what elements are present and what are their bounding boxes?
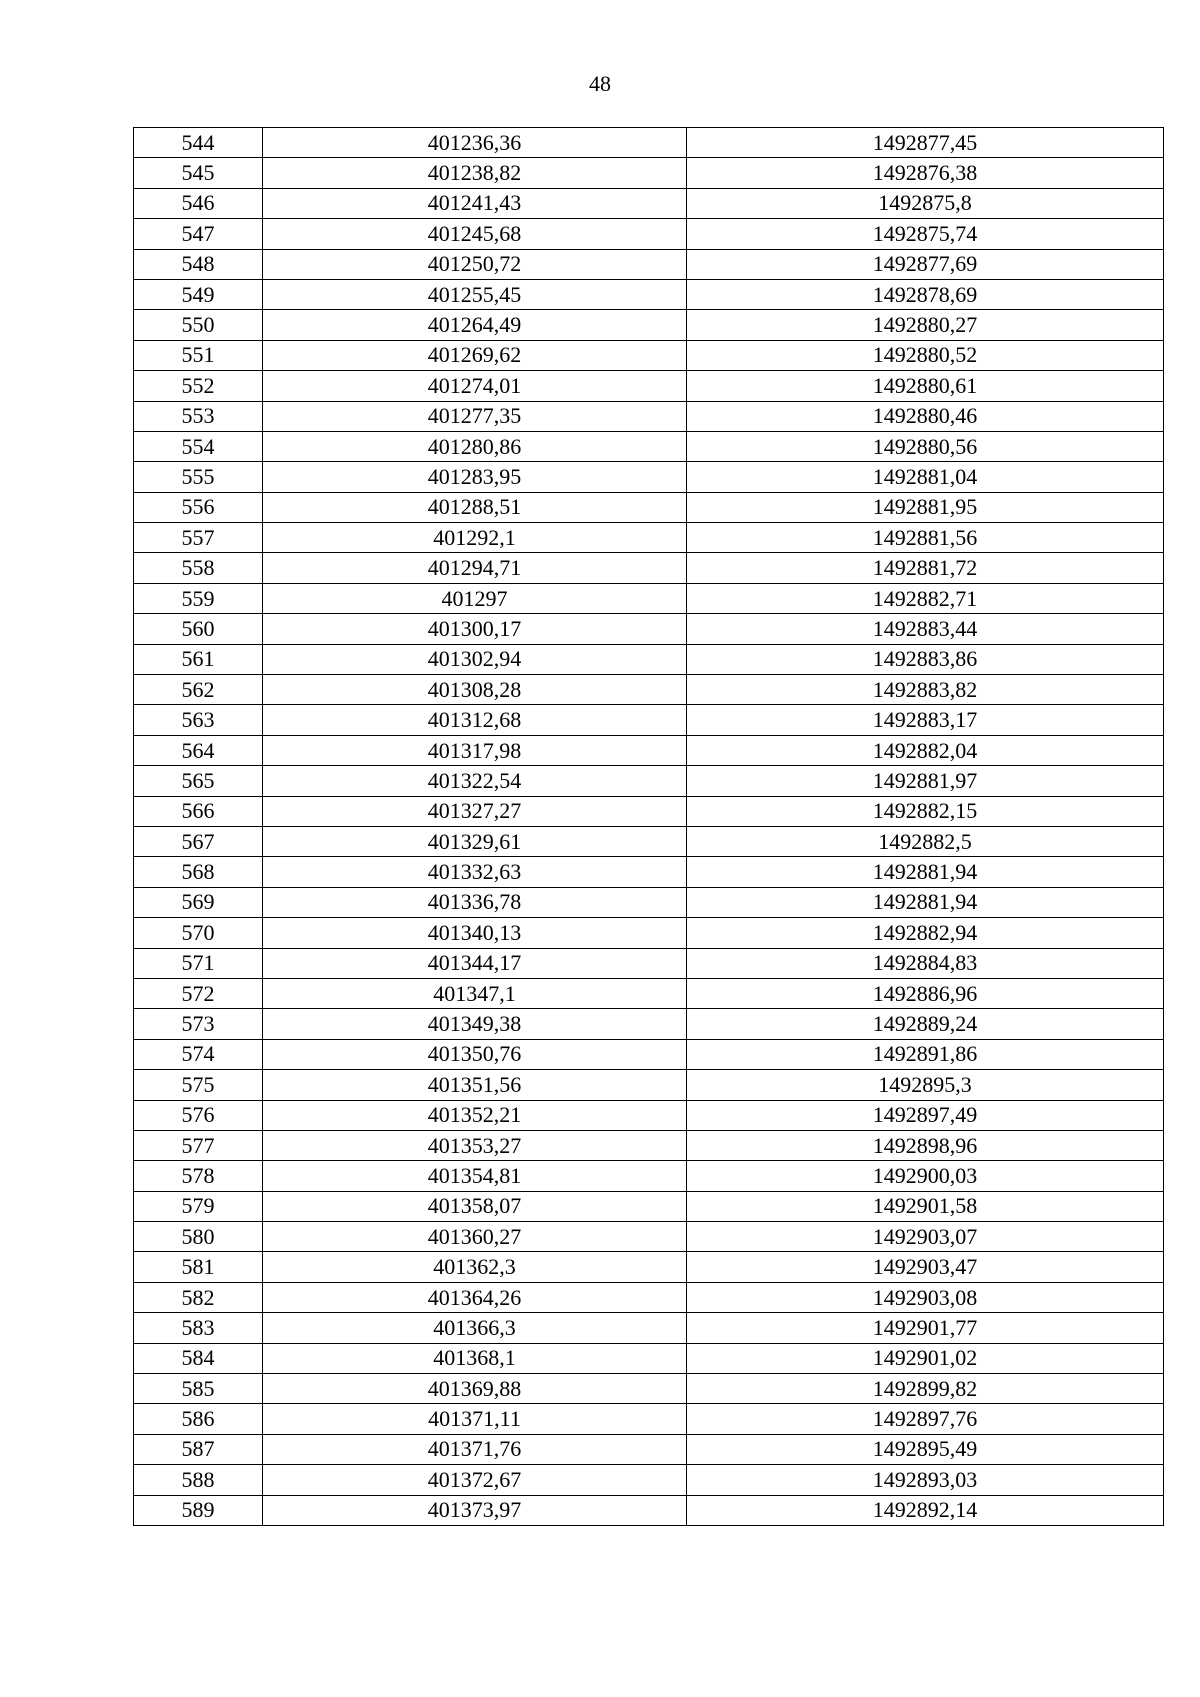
table-row: [134, 249, 1164, 279]
point-number-cell: 562: [134, 675, 263, 705]
point-number-cell: 588: [134, 1465, 263, 1495]
table-row: [134, 1465, 1164, 1495]
y-coordinate-cell: 1492880,56: [687, 431, 1164, 461]
table-row: [134, 188, 1164, 218]
x-coordinate-cell: 401317,98: [263, 735, 687, 765]
x-coordinate-cell: 401371,11: [263, 1404, 687, 1434]
table-row: [134, 462, 1164, 492]
coordinates-table-body: [134, 128, 1164, 1526]
point-number-cell: 578: [134, 1161, 263, 1191]
point-number-cell: 589: [134, 1495, 263, 1525]
table-row: [134, 340, 1164, 370]
y-coordinate-cell: 1492877,45: [687, 128, 1164, 158]
x-coordinate-cell: 401277,35: [263, 401, 687, 431]
point-number-cell: 556: [134, 492, 263, 522]
point-number-cell: 585: [134, 1374, 263, 1404]
y-coordinate-cell: 1492903,07: [687, 1222, 1164, 1252]
x-coordinate-cell: 401360,27: [263, 1222, 687, 1252]
table-row: [134, 431, 1164, 461]
point-number-cell: 558: [134, 553, 263, 583]
x-coordinate-cell: 401366,3: [263, 1313, 687, 1343]
table-row: [134, 1313, 1164, 1343]
table-row: [134, 279, 1164, 309]
y-coordinate-cell: 1492881,97: [687, 766, 1164, 796]
point-number-cell: 555: [134, 462, 263, 492]
y-coordinate-cell: 1492892,14: [687, 1495, 1164, 1525]
x-coordinate-cell: 401344,17: [263, 948, 687, 978]
table-row: [134, 371, 1164, 401]
point-number-cell: 566: [134, 796, 263, 826]
table-row: [134, 219, 1164, 249]
y-coordinate-cell: 1492901,02: [687, 1343, 1164, 1373]
y-coordinate-cell: 1492880,52: [687, 340, 1164, 370]
table-row: [134, 1252, 1164, 1282]
point-number-cell: 580: [134, 1222, 263, 1252]
x-coordinate-cell: 401269,62: [263, 340, 687, 370]
page-number: 48: [589, 71, 611, 96]
point-number-cell: 577: [134, 1130, 263, 1160]
table-row: [134, 887, 1164, 917]
table-row: [134, 128, 1164, 158]
y-coordinate-cell: 1492883,17: [687, 705, 1164, 735]
x-coordinate-cell: 401300,17: [263, 614, 687, 644]
point-number-cell: 583: [134, 1313, 263, 1343]
table-row: [134, 1222, 1164, 1252]
y-coordinate-cell: 1492895,3: [687, 1070, 1164, 1100]
x-coordinate-cell: 401353,27: [263, 1130, 687, 1160]
table-row: [134, 1282, 1164, 1312]
point-number-cell: 573: [134, 1009, 263, 1039]
point-number-cell: 571: [134, 948, 263, 978]
x-coordinate-cell: 401347,1: [263, 978, 687, 1008]
point-number-cell: 546: [134, 188, 263, 218]
point-number-cell: 547: [134, 219, 263, 249]
y-coordinate-cell: 1492881,72: [687, 553, 1164, 583]
x-coordinate-cell: 401368,1: [263, 1343, 687, 1373]
y-coordinate-cell: 1492903,47: [687, 1252, 1164, 1282]
point-number-cell: 584: [134, 1343, 263, 1373]
x-coordinate-cell: 401236,36: [263, 128, 687, 158]
table-row: [134, 553, 1164, 583]
table-row: [134, 796, 1164, 826]
x-coordinate-cell: 401274,01: [263, 371, 687, 401]
x-coordinate-cell: 401336,78: [263, 887, 687, 917]
y-coordinate-cell: 1492882,15: [687, 796, 1164, 826]
y-coordinate-cell: 1492903,08: [687, 1282, 1164, 1312]
point-number-cell: 579: [134, 1191, 263, 1221]
y-coordinate-cell: 1492883,82: [687, 675, 1164, 705]
point-number-cell: 560: [134, 614, 263, 644]
x-coordinate-cell: 401329,61: [263, 826, 687, 856]
table-row: [134, 1161, 1164, 1191]
x-coordinate-cell: 401358,07: [263, 1191, 687, 1221]
point-number-cell: 575: [134, 1070, 263, 1100]
point-number-cell: 559: [134, 583, 263, 613]
x-coordinate-cell: 401302,94: [263, 644, 687, 674]
x-coordinate-cell: 401322,54: [263, 766, 687, 796]
y-coordinate-cell: 1492899,82: [687, 1374, 1164, 1404]
x-coordinate-cell: 401292,1: [263, 523, 687, 553]
table-row: [134, 1191, 1164, 1221]
y-coordinate-cell: 1492883,86: [687, 644, 1164, 674]
x-coordinate-cell: 401250,72: [263, 249, 687, 279]
table-row: [134, 948, 1164, 978]
x-coordinate-cell: 401255,45: [263, 279, 687, 309]
x-coordinate-cell: 401350,76: [263, 1039, 687, 1069]
table-row: [134, 523, 1164, 553]
y-coordinate-cell: 1492882,71: [687, 583, 1164, 613]
x-coordinate-cell: 401312,68: [263, 705, 687, 735]
y-coordinate-cell: 1492880,46: [687, 401, 1164, 431]
point-number-cell: 586: [134, 1404, 263, 1434]
table-row: [134, 1130, 1164, 1160]
point-number-cell: 581: [134, 1252, 263, 1282]
table-row: [134, 310, 1164, 340]
x-coordinate-cell: 401362,3: [263, 1252, 687, 1282]
point-number-cell: 587: [134, 1434, 263, 1464]
y-coordinate-cell: 1492875,74: [687, 219, 1164, 249]
y-coordinate-cell: 1492898,96: [687, 1130, 1164, 1160]
y-coordinate-cell: 1492881,04: [687, 462, 1164, 492]
x-coordinate-cell: 401351,56: [263, 1070, 687, 1100]
point-number-cell: 565: [134, 766, 263, 796]
y-coordinate-cell: 1492901,77: [687, 1313, 1164, 1343]
point-number-cell: 554: [134, 431, 263, 461]
x-coordinate-cell: 401364,26: [263, 1282, 687, 1312]
table-row: [134, 1009, 1164, 1039]
x-coordinate-cell: 401241,43: [263, 188, 687, 218]
x-coordinate-cell: 401371,76: [263, 1434, 687, 1464]
table-row: [134, 583, 1164, 613]
x-coordinate-cell: 401294,71: [263, 553, 687, 583]
x-coordinate-cell: 401238,82: [263, 158, 687, 188]
x-coordinate-cell: 401245,68: [263, 219, 687, 249]
table-row: [134, 1070, 1164, 1100]
point-number-cell: 552: [134, 371, 263, 401]
y-coordinate-cell: 1492883,44: [687, 614, 1164, 644]
y-coordinate-cell: 1492881,95: [687, 492, 1164, 522]
table-row: [134, 766, 1164, 796]
x-coordinate-cell: 401372,67: [263, 1465, 687, 1495]
x-coordinate-cell: 401308,28: [263, 675, 687, 705]
point-number-cell: 563: [134, 705, 263, 735]
point-number-cell: 544: [134, 128, 263, 158]
table-row: [134, 401, 1164, 431]
x-coordinate-cell: 401354,81: [263, 1161, 687, 1191]
point-number-cell: 551: [134, 340, 263, 370]
y-coordinate-cell: 1492900,03: [687, 1161, 1164, 1191]
table-row: [134, 1374, 1164, 1404]
point-number-cell: 572: [134, 978, 263, 1008]
table-row: [134, 614, 1164, 644]
y-coordinate-cell: 1492901,58: [687, 1191, 1164, 1221]
table-row: [134, 1100, 1164, 1130]
y-coordinate-cell: 1492878,69: [687, 279, 1164, 309]
table-row: [134, 978, 1164, 1008]
x-coordinate-cell: 401288,51: [263, 492, 687, 522]
y-coordinate-cell: 1492881,56: [687, 523, 1164, 553]
table-row: [134, 1404, 1164, 1434]
y-coordinate-cell: 1492881,94: [687, 857, 1164, 887]
y-coordinate-cell: 1492876,38: [687, 158, 1164, 188]
point-number-cell: 567: [134, 826, 263, 856]
y-coordinate-cell: 1492880,27: [687, 310, 1164, 340]
y-coordinate-cell: 1492891,86: [687, 1039, 1164, 1069]
y-coordinate-cell: 1492882,5: [687, 826, 1164, 856]
table-row: [134, 492, 1164, 522]
x-coordinate-cell: 401373,97: [263, 1495, 687, 1525]
table-row: [134, 735, 1164, 765]
y-coordinate-cell: 1492877,69: [687, 249, 1164, 279]
point-number-cell: 568: [134, 857, 263, 887]
point-number-cell: 557: [134, 523, 263, 553]
point-number-cell: 550: [134, 310, 263, 340]
coordinates-table: [133, 127, 1164, 1526]
y-coordinate-cell: 1492889,24: [687, 1009, 1164, 1039]
point-number-cell: 569: [134, 887, 263, 917]
table-row: [134, 918, 1164, 948]
table-row: [134, 644, 1164, 674]
x-coordinate-cell: 401280,86: [263, 431, 687, 461]
x-coordinate-cell: 401349,38: [263, 1009, 687, 1039]
point-number-cell: 576: [134, 1100, 263, 1130]
y-coordinate-cell: 1492881,94: [687, 887, 1164, 917]
table-row: [134, 675, 1164, 705]
y-coordinate-cell: 1492882,94: [687, 918, 1164, 948]
x-coordinate-cell: 401283,95: [263, 462, 687, 492]
point-number-cell: 549: [134, 279, 263, 309]
y-coordinate-cell: 1492897,49: [687, 1100, 1164, 1130]
y-coordinate-cell: 1492875,8: [687, 188, 1164, 218]
point-number-cell: 548: [134, 249, 263, 279]
table-row: [134, 1343, 1164, 1373]
point-number-cell: 545: [134, 158, 263, 188]
table-row: [134, 826, 1164, 856]
x-coordinate-cell: 401297: [263, 583, 687, 613]
x-coordinate-cell: 401340,13: [263, 918, 687, 948]
y-coordinate-cell: 1492880,61: [687, 371, 1164, 401]
y-coordinate-cell: 1492886,96: [687, 978, 1164, 1008]
table-row: [134, 1039, 1164, 1069]
point-number-cell: 574: [134, 1039, 263, 1069]
point-number-cell: 582: [134, 1282, 263, 1312]
point-number-cell: 570: [134, 918, 263, 948]
x-coordinate-cell: 401352,21: [263, 1100, 687, 1130]
point-number-cell: 564: [134, 735, 263, 765]
y-coordinate-cell: 1492895,49: [687, 1434, 1164, 1464]
table-row: [134, 158, 1164, 188]
y-coordinate-cell: 1492893,03: [687, 1465, 1164, 1495]
y-coordinate-cell: 1492897,76: [687, 1404, 1164, 1434]
x-coordinate-cell: 401332,63: [263, 857, 687, 887]
y-coordinate-cell: 1492884,83: [687, 948, 1164, 978]
x-coordinate-cell: 401327,27: [263, 796, 687, 826]
y-coordinate-cell: 1492882,04: [687, 735, 1164, 765]
table-row: [134, 1495, 1164, 1525]
point-number-cell: 561: [134, 644, 263, 674]
table-row: [134, 705, 1164, 735]
x-coordinate-cell: 401264,49: [263, 310, 687, 340]
table-row: [134, 1434, 1164, 1464]
point-number-cell: 553: [134, 401, 263, 431]
x-coordinate-cell: 401369,88: [263, 1374, 687, 1404]
table-row: [134, 857, 1164, 887]
